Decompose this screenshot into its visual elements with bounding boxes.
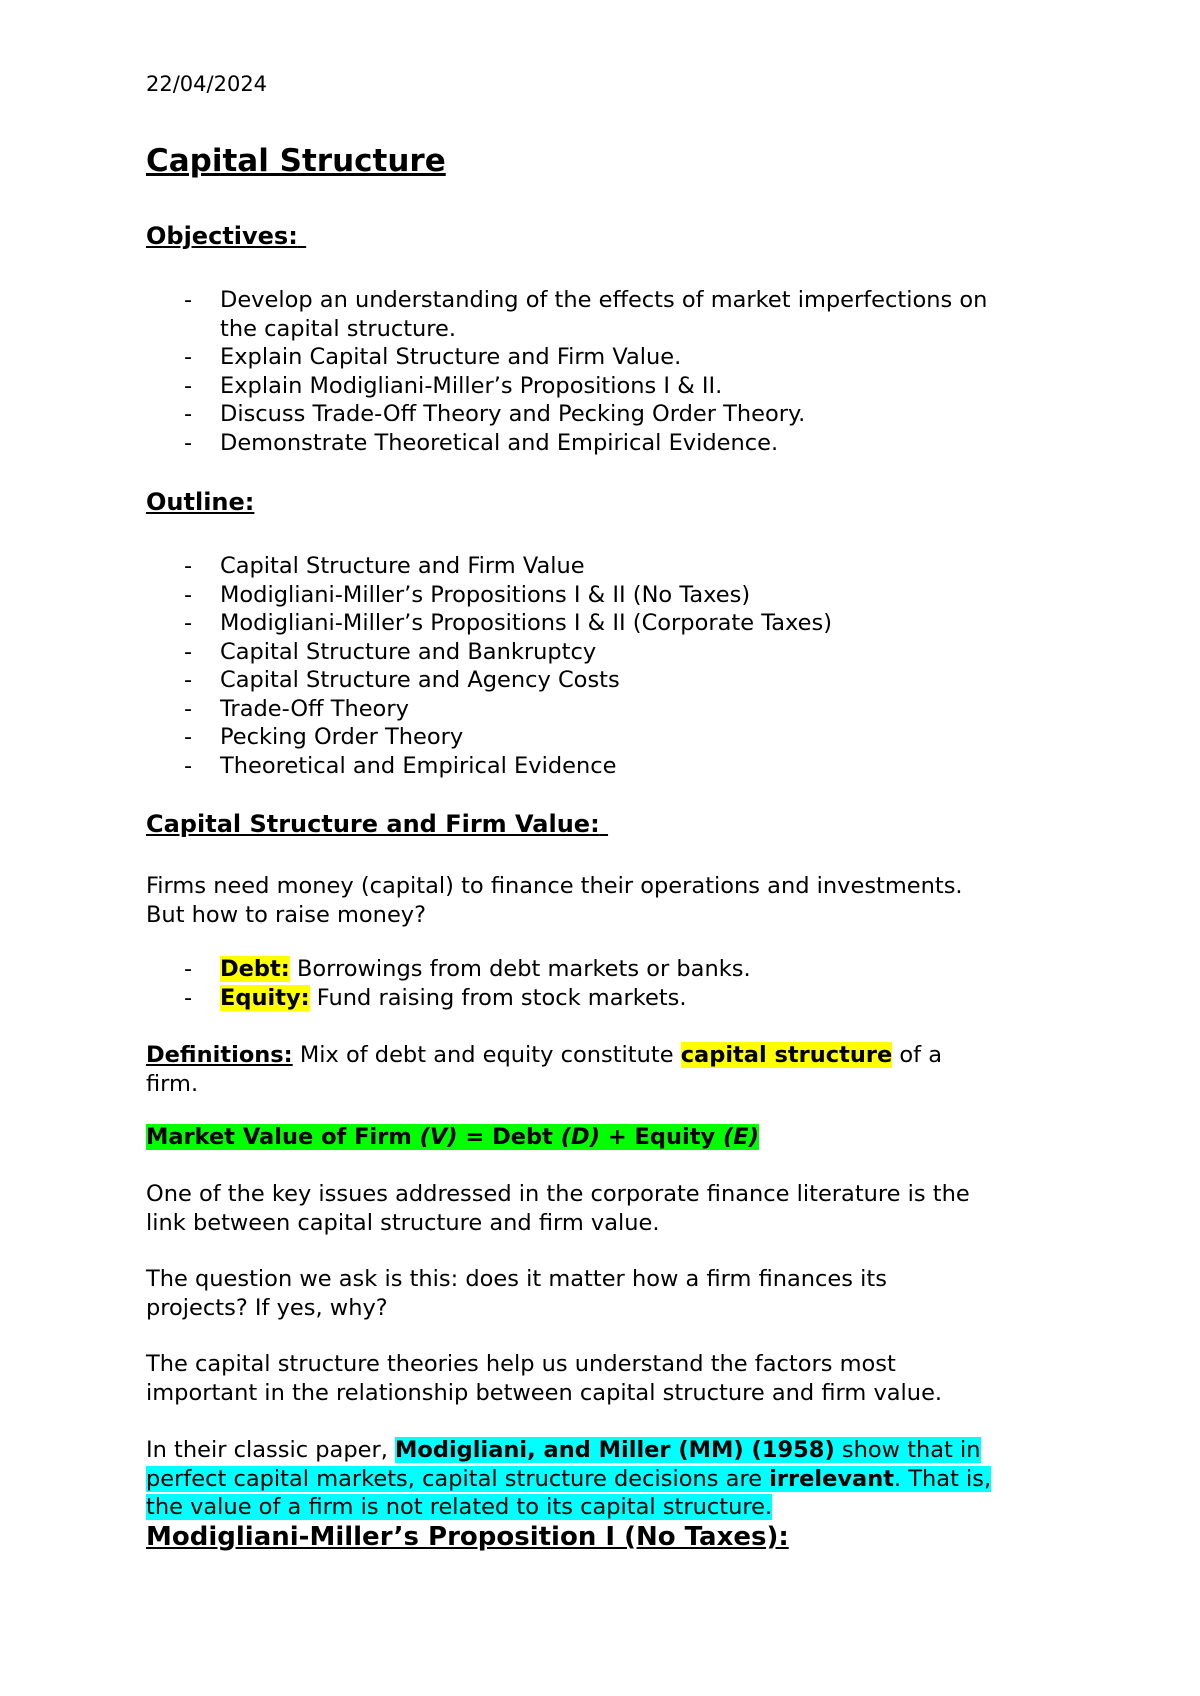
- formula-line: [146, 1123, 1086, 1152]
- list-item-debt: [146, 955, 1086, 984]
- text-run: . That is,: [893, 1465, 992, 1492]
- text-line: The question we ask is this: does it matter how a firm finances its: [146, 1266, 887, 1292]
- irrelevant-emphasis: irrelevant: [769, 1465, 894, 1492]
- mm-citation: Modigliani, and Miller (MM) (1958): [395, 1437, 835, 1463]
- market-value-formula: Market Value of Firm (V) = Debt (D) + Equity (E): [146, 1124, 759, 1150]
- list-item: - Theoretical and Empirical Evidence: [146, 752, 1086, 781]
- outline-heading: Outline:: [146, 488, 255, 516]
- document-title: Capital Structure: [146, 143, 446, 179]
- text-line: important in the relationship between capital structure and firm value.: [146, 1379, 943, 1406]
- text-line: But how to raise money?: [146, 901, 427, 928]
- list-item: - Explain Modigliani-Miller’s Propositions I & II.: [146, 372, 1086, 401]
- text-run: In their classic paper,: [146, 1437, 396, 1463]
- document-date: 22/04/2024: [146, 72, 268, 96]
- list-item: - Develop an understanding of the effects of market imperfections on: [146, 286, 1086, 315]
- paragraph-theories: [146, 1350, 1086, 1407]
- definitions-label: Definitions:: [146, 1042, 293, 1068]
- list-item: - Capital Structure and Agency Costs: [146, 666, 1086, 695]
- paragraph-mm-1958: [146, 1436, 1086, 1522]
- text-run: show that in: [834, 1437, 981, 1463]
- definitions-paragraph: [146, 1041, 1086, 1098]
- list-item: - Explain Capital Structure and Firm Value.: [146, 343, 1086, 372]
- equity-label: Equity:: [220, 984, 310, 1011]
- list-item: - Capital Structure and Bankruptcy: [146, 638, 1086, 667]
- list-item: - Capital Structure and Firm Value: [146, 552, 1086, 581]
- list-item-equity: [146, 984, 1086, 1013]
- text-line: link between capital structure and firm value.: [146, 1209, 660, 1236]
- text-line: One of the key issues addressed in the corporate finance literature is the: [146, 1181, 970, 1207]
- debt-label: Debt:: [220, 956, 290, 982]
- objectives-list: [146, 286, 1086, 457]
- definitions-text: of a: [892, 1042, 943, 1068]
- list-item: - Modigliani-Miller’s Propositions I & II (Corporate Taxes): [146, 609, 1086, 638]
- paragraph-question: [146, 1265, 1086, 1322]
- text-run: perfect capital markets, capital structure decisions are: [146, 1465, 770, 1492]
- intro-paragraph: [146, 872, 1086, 929]
- funding-sources-list: [146, 955, 1086, 1012]
- list-item: - Trade-Off Theory: [146, 695, 1086, 724]
- list-item: - Discuss Trade-Off Theory and Pecking Order Theory.: [146, 400, 1086, 429]
- debt-text: Borrowings from debt markets or banks.: [289, 956, 751, 982]
- text-line: The capital structure theories help us understand the factors most: [146, 1351, 896, 1377]
- section-heading-mm-proposition-1: Modigliani-Miller’s Proposition I (No Taxes):: [146, 1522, 789, 1552]
- text-line: Firms need money (capital) to finance their operations and investments.: [146, 873, 963, 899]
- list-item-continuation: the capital structure.: [220, 315, 457, 342]
- equity-text: Fund raising from stock markets.: [309, 984, 687, 1011]
- outline-list: [146, 552, 1086, 780]
- capital-structure-highlight: capital structure: [680, 1042, 893, 1068]
- paragraph-key-issues: [146, 1180, 1086, 1237]
- definitions-text: Mix of debt and equity constitute: [292, 1042, 681, 1068]
- text-line: projects? If yes, why?: [146, 1294, 388, 1321]
- list-item: - Demonstrate Theoretical and Empirical Evidence.: [146, 429, 1086, 458]
- text-run: the value of a firm is not related to its capital structure.: [146, 1494, 773, 1520]
- list-item: - Pecking Order Theory: [146, 723, 1086, 752]
- objectives-heading: Objectives:: [146, 222, 298, 250]
- list-item: - Modigliani-Miller’s Propositions I & II (No Taxes): [146, 581, 1086, 610]
- definitions-text: firm.: [146, 1070, 199, 1097]
- section-heading: Capital Structure and Firm Value:: [146, 810, 600, 838]
